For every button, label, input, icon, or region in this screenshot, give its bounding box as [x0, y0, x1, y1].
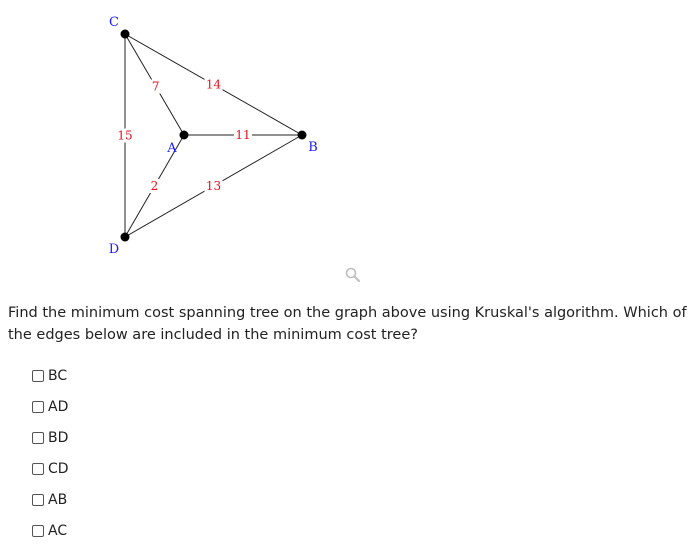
edge-weight-ad: 2	[150, 179, 159, 193]
checkbox[interactable]	[32, 401, 44, 413]
question-text: Find the minimum cost spanning tree on the graph above using Kruskal's algorithm. Which of the edges below are included in the minimum cost tree?	[8, 305, 687, 343]
vertex-label-a: A	[167, 141, 177, 156]
checkbox[interactable]	[32, 370, 44, 382]
option-ad[interactable]	[32, 391, 69, 422]
vertex-a	[180, 131, 189, 140]
vertex-label-d: D	[108, 242, 120, 257]
option-bc[interactable]	[32, 360, 69, 391]
vertex-c	[121, 30, 130, 39]
option-cd[interactable]	[32, 453, 69, 484]
checkbox[interactable]	[32, 525, 44, 537]
option-ac[interactable]	[32, 515, 69, 546]
edge-weight-bd: 13	[205, 179, 222, 193]
checkbox[interactable]	[32, 463, 44, 475]
vertex-label-c: C	[109, 15, 119, 30]
checkbox[interactable]	[32, 432, 44, 444]
answer-options	[32, 360, 69, 546]
edge-weight-cd: 15	[117, 128, 133, 143]
graph-diagram	[0, 0, 360, 270]
edge-weight-cb: 14	[205, 77, 222, 92]
option-bd[interactable]	[32, 422, 69, 453]
option-ab[interactable]	[32, 484, 69, 515]
edge-weight-ca: 7	[151, 79, 160, 94]
vertex-d	[121, 233, 130, 242]
vertex-label-b: B	[308, 140, 318, 155]
option-label: BC	[48, 367, 68, 384]
option-label: BD	[48, 429, 69, 446]
option-label: AD	[48, 398, 69, 415]
vertex-b	[298, 131, 307, 140]
checkbox[interactable]	[32, 494, 44, 506]
edge-weight-ab: 11	[235, 128, 251, 142]
option-label: CD	[48, 460, 69, 477]
magnifier-icon[interactable]	[344, 266, 362, 284]
graph-figure	[0, 0, 360, 270]
option-label: AC	[48, 522, 68, 539]
option-label: AB	[48, 491, 68, 508]
